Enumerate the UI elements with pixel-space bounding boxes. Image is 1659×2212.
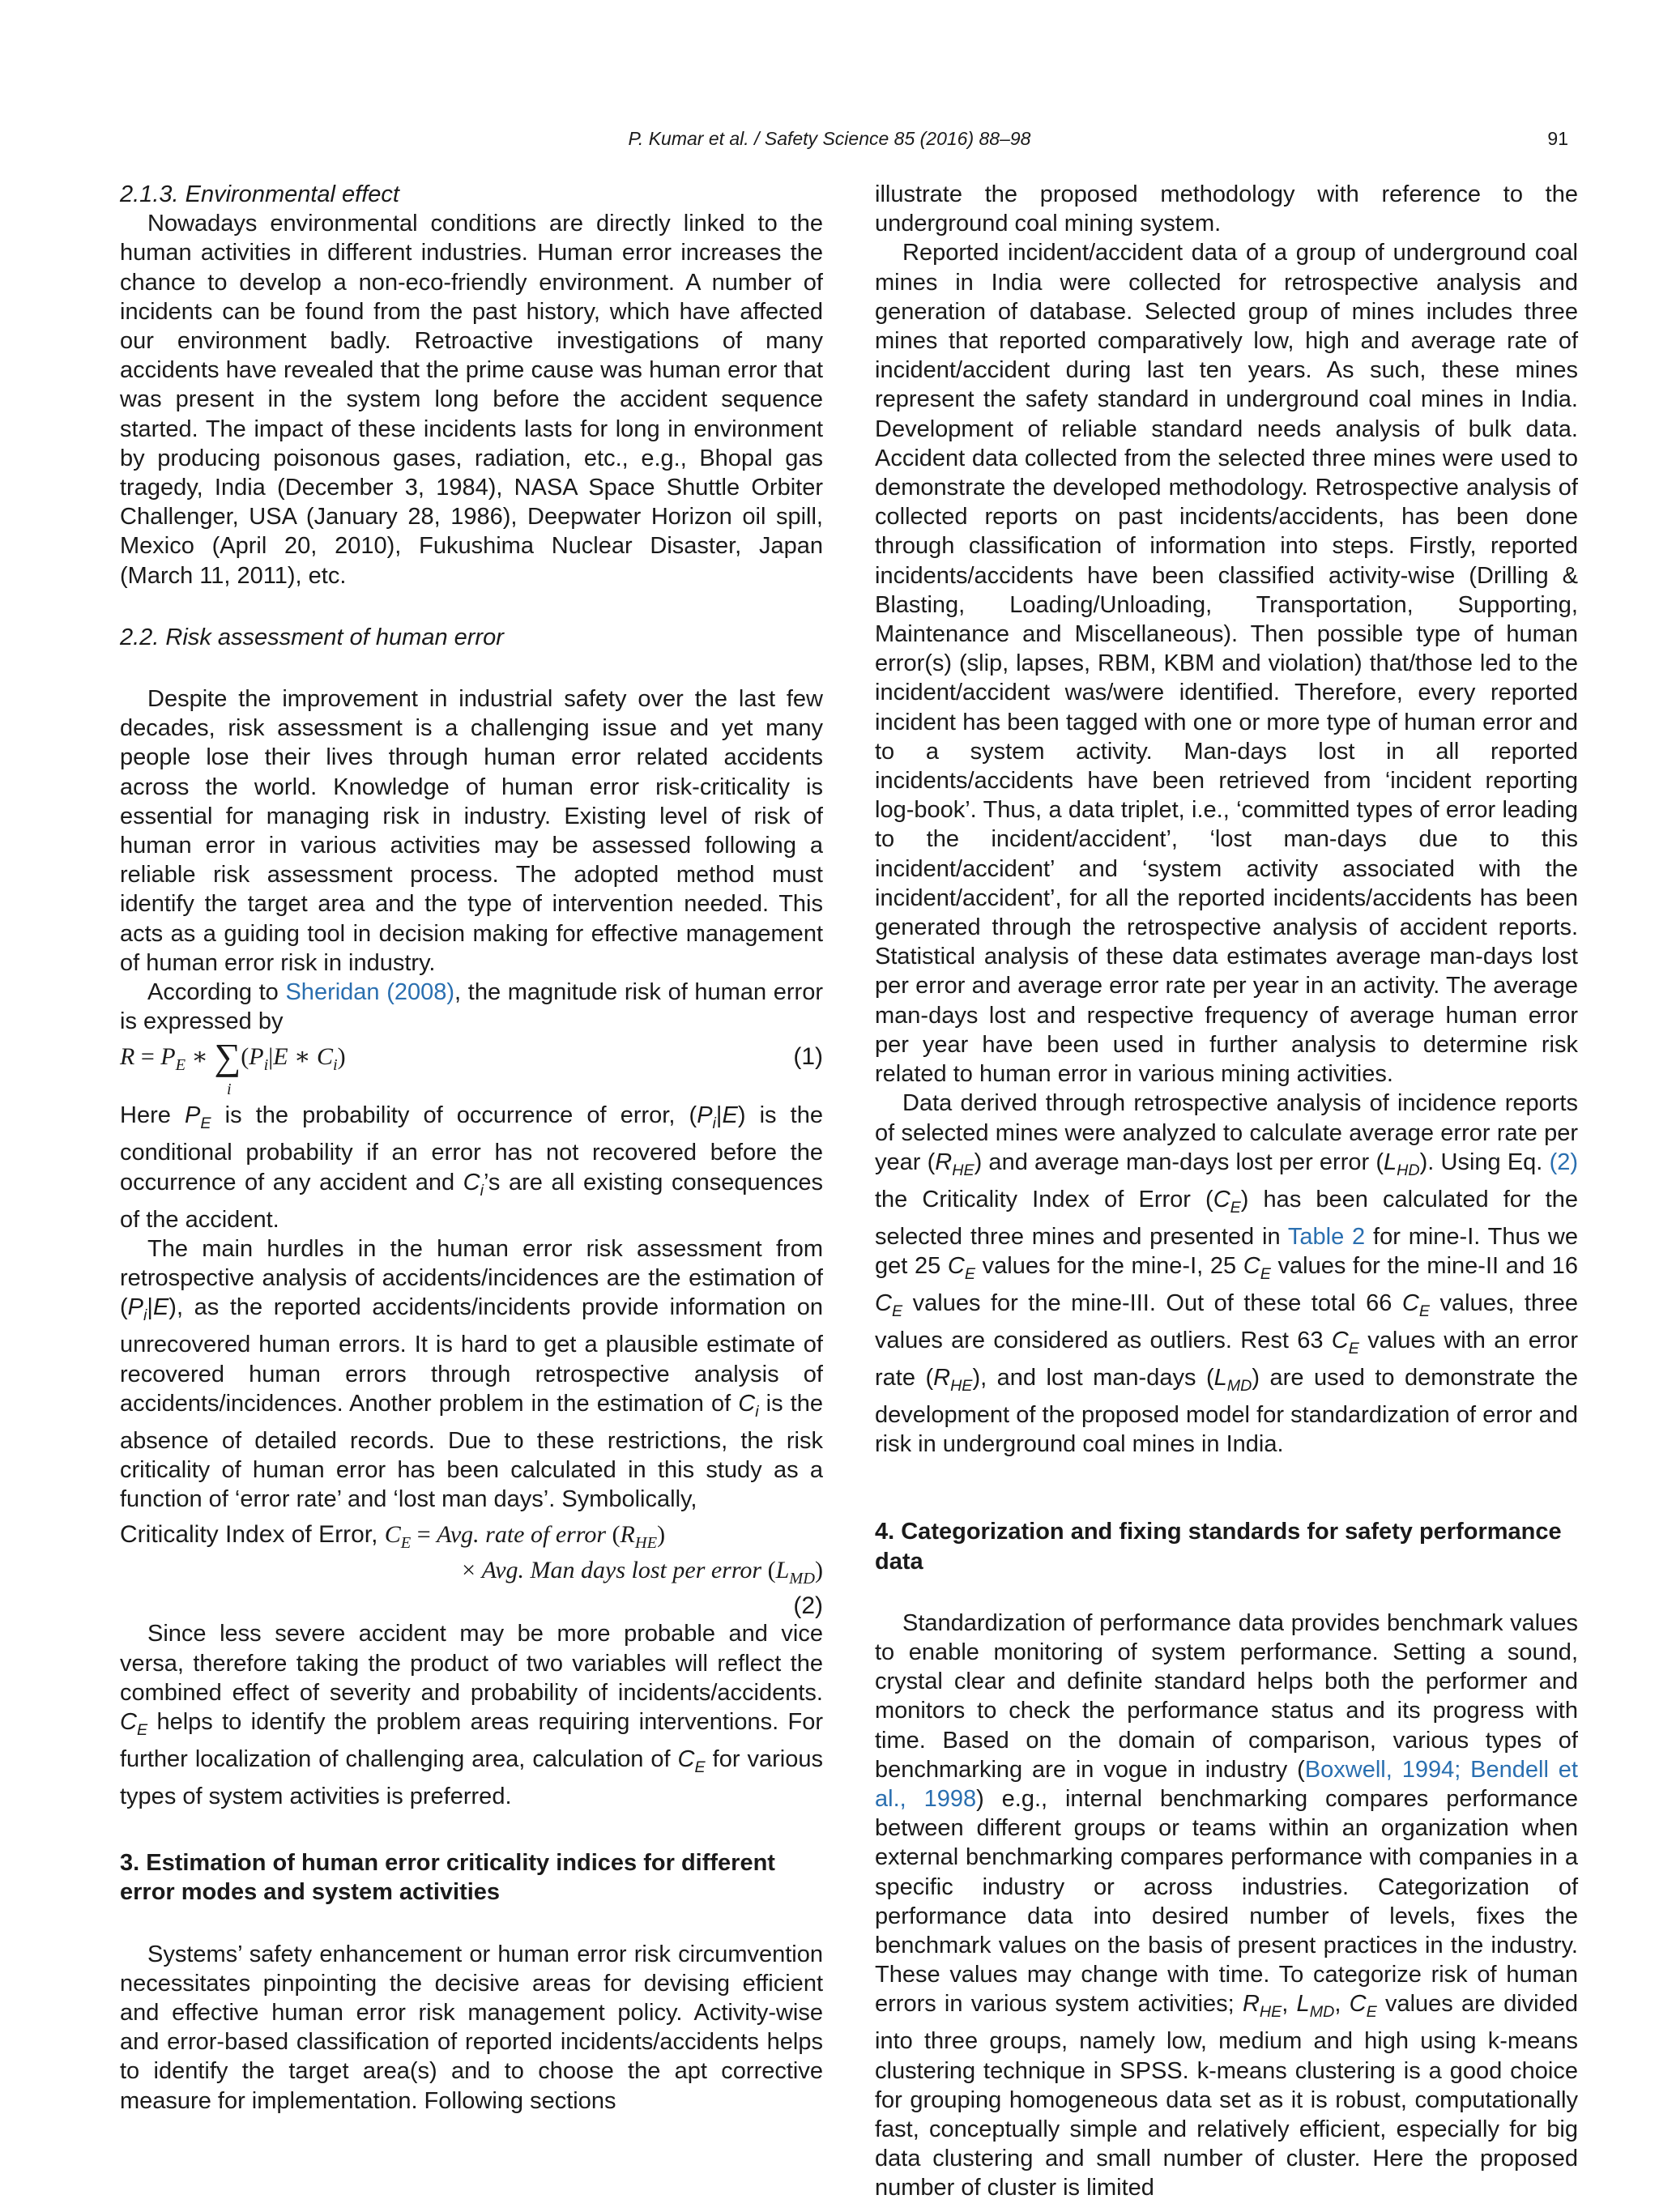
page-number: 91 — [1547, 128, 1568, 149]
paragraph: Despite the improvement in industrial safety over the last few decades, risk assessment is a challenging issue and yet many people lose their lives through human error related accidents across the world. Knowledge of human error risk-criticality is essential for managing risk in industry. Existing level of risk of human error in various activities may be assessed following a reliable risk assessment process. The adopted method must identify the target area and the type of intervention needed. This acts as a guiding tool in decision making for effective management of human error risk in industry. — [120, 686, 823, 976]
right-column — [875, 180, 1578, 2203]
running-header — [0, 128, 1659, 160]
paragraph: Since less severe accident may be more probable and vice versa, therefore taking the product of two variables will reflect the combined effect of severity and probability of incidents/accidents. $C_E$ helps to identify the problem areas requiring interventions. For further localization of challenging area, calculation of $C_E$ for various types of system activities is preferred. — [120, 1621, 823, 1809]
paragraph: The main hurdles in the human error risk assessment from retrospective analysis of accidents/incidences are the estimation of $(P_i|E)$, as the reported accidents/incidents provide information on unrecovered human errors. It is hard to get a plausible estimate of recovered human errors through retrospective analysis of accidents/incidences. Another problem in the estimation of $C_i$ is the absence of detailed records. Due to these restrictions, the risk criticality of human error has been calculated in this study as a function of ‘error rate’ and ‘lost man days’. Symbolically, — [120, 1235, 824, 1513]
citation-link-sheridan[interactable]: Sheridan (2008) — [285, 979, 455, 1006]
equation-number: (1) — [793, 1043, 823, 1071]
equation-link[interactable]: (2) — [1549, 1149, 1579, 1175]
equation-2: Criticality Index of Error, $C_E$ = Avg. rate of error $(R_{HE})$ × Avg. Man days lost per error $(L_{MD})$ (2) — [120, 1520, 823, 1619]
citation-link-boxwell[interactable]: Boxwell, 1994; Bendell et al., 1998 — [875, 1756, 1578, 1812]
left-column — [120, 180, 823, 2116]
equation-1: $R = P_E$ ∗ $\sum(P_i|E$ ∗ $C_i$) i (1) — [120, 1036, 823, 1099]
journal-citation: P. Kumar et al. / Safety Science 85 (2016) 88–98 — [628, 128, 1031, 149]
paragraph: illustrate the proposed methodology with reference to the underground coal mining system. — [875, 181, 1578, 237]
section-heading-2-2: 2.2. Risk assessment of human error — [120, 624, 504, 650]
paragraph: Data derived through retrospective analysis of incidence reports of selected mines were analyzed to calculate average error rate per year $(R_{HE})$ and average man-days lost per error $(L_{HD})$. Using Eq. (2) the Criticality Index of Error $(C_E)$ has been calculated for the selected three mines and presented in Table 2 for mine-I. Thus we get 25 $C_E$ values for the mine-I, 25 $C_E$ values for the mine-II and 16 $C_E$ values for the mine-III. Out of these total 66 $C_E$ values, three values are considered as outliers. Rest 63 $C_E$ values with an error rate $(R_{HE})$, and lost man-days $(L_{MD})$ are used to demonstrate the development of the proposed model for standardization of error and risk in underground coal mines in India. — [875, 1090, 1579, 1458]
equation-number: (2) — [793, 1592, 823, 1620]
section-heading-3: 3. Estimation of human error criticality indices for different error modes and system activities — [120, 1850, 775, 1906]
section-heading-4: 4. Categorization and fixing standards for safety performance data — [875, 1519, 1562, 1575]
paragraph: Systems’ safety enhancement or human error risk circumvention necessitates pinpointing the decisive areas for devising efficient and effective human error risk management policy. Activity-wise and error-based classification of reported incidents/accidents helps to identify the target area(s) and to choose the apt corrective measure for implementation. Following sections — [120, 1941, 823, 2114]
section-heading-2-1-3: 2.1.3. Environmental effect — [120, 181, 399, 207]
paragraph: Nowadays environmental conditions are directly linked to the human activities in different industries. Human error increases the chance to develop a non-eco-friendly environment. A number of incidents can be found from the past history, which have affected our environment badly. Retroactive investigations of many accidents have revealed that the prime cause was human error that was present in the system long before the accident sequence started. The impact of these incidents lasts for long in environment by producing poisonous gases, radiation, etc., e.g., Bhopal gas tragedy, India (December 3, 1984), NASA Space Shuttle Orbiter Challenger, USA (January 28, 1986), Deepwater Horizon oil spill, Mexico (April 20, 2010), Fukushima Nuclear Disaster, Japan (March 11, 2011), etc. — [120, 211, 823, 589]
paragraph: According to Sheridan (2008), the magnitude risk of human error is expressed by — [120, 979, 823, 1035]
paragraph: Here $P_E$ is the probability of occurrence of error, $(P_i|E)$ is the conditional probability if an error has not recovered before the occurrence of any accident and $C_i’s$ are all existing consequences of the accident. — [120, 1102, 823, 1233]
paragraph: Standardization of performance data provides benchmark values to enable monitoring of system performance. Setting a sound, crystal clear and definite standard helps both the performer and monitors to check the performance status and its progress with time. Based on the domain of comparison, various types of benchmarking are in vogue in industry (Boxwell, 1994; Bendell et al., 1998) e.g., internal benchmarking compares performance between different groups or teams within an organization when external benchmarking compares performance with companies in a specific industry or across industries. Categorization of performance data into desired number of levels, fixes the benchmark values on the basis of present practices in the industry. These values may change with time. To categorize risk of human errors in various system activities; $R_{HE}$, $L_{MD}$, $C_E$ values are divided into three groups, namely low, medium and high using k-means clustering technique in SPSS. k-means clustering is a good choice for grouping homogeneous data set as it is robust, computationally fast, conceptually simple and relatively efficient, especially for big data clustering and small number of cluster. Here the proposed number of cluster is limited — [875, 1609, 1579, 2201]
paragraph: Reported incident/accident data of a group of underground coal mines in India were collected for retrospective analysis and generation of database. Selected group of mines includes three mines that reported comparatively low, high and average rate of incident/accident during last ten years. As such, these mines represent the safety standard in underground coal mines in India. Development of reliable standard needs analysis of bulk data. Accident data collected from the selected three mines were used to demonstrate the developed methodology. Retrospective analysis of collected reports on past incidents/accidents, has been done through classification of information into steps. Firstly, reported incidents/accidents have been classified activity-wise (Drilling & Blasting, Loading/Unloading, Transportation, Supporting, Maintenance and Miscellaneous). Then possible type of human error(s) (slip, lapses, RBM, KBM and violation) that/those led to the incident/accident was/were identified. Therefore, every reported incident has been tagged with one or more type of human error and to a system activity. Man-days lost in all reported incidents/accidents have been retrieved from ‘incident reporting log-book’. Thus, a data triplet, i.e., ‘committed types of error leading to the incident/accident’, ‘lost man-days due to this incident/accident’ and ‘system activity associated with the incident/accident’, for all the reported incidents/accidents has been generated through the retrospective analysis of accident reports. Statistical analysis of these data estimates average man-days lost per error and average error rate per year in an activity. The average man-days lost and respective frequency of average human error per year have been used in further analysis to determine risk related to human error in various mining activities. — [875, 240, 1578, 1088]
table-link[interactable]: Table 2 — [1287, 1223, 1366, 1250]
